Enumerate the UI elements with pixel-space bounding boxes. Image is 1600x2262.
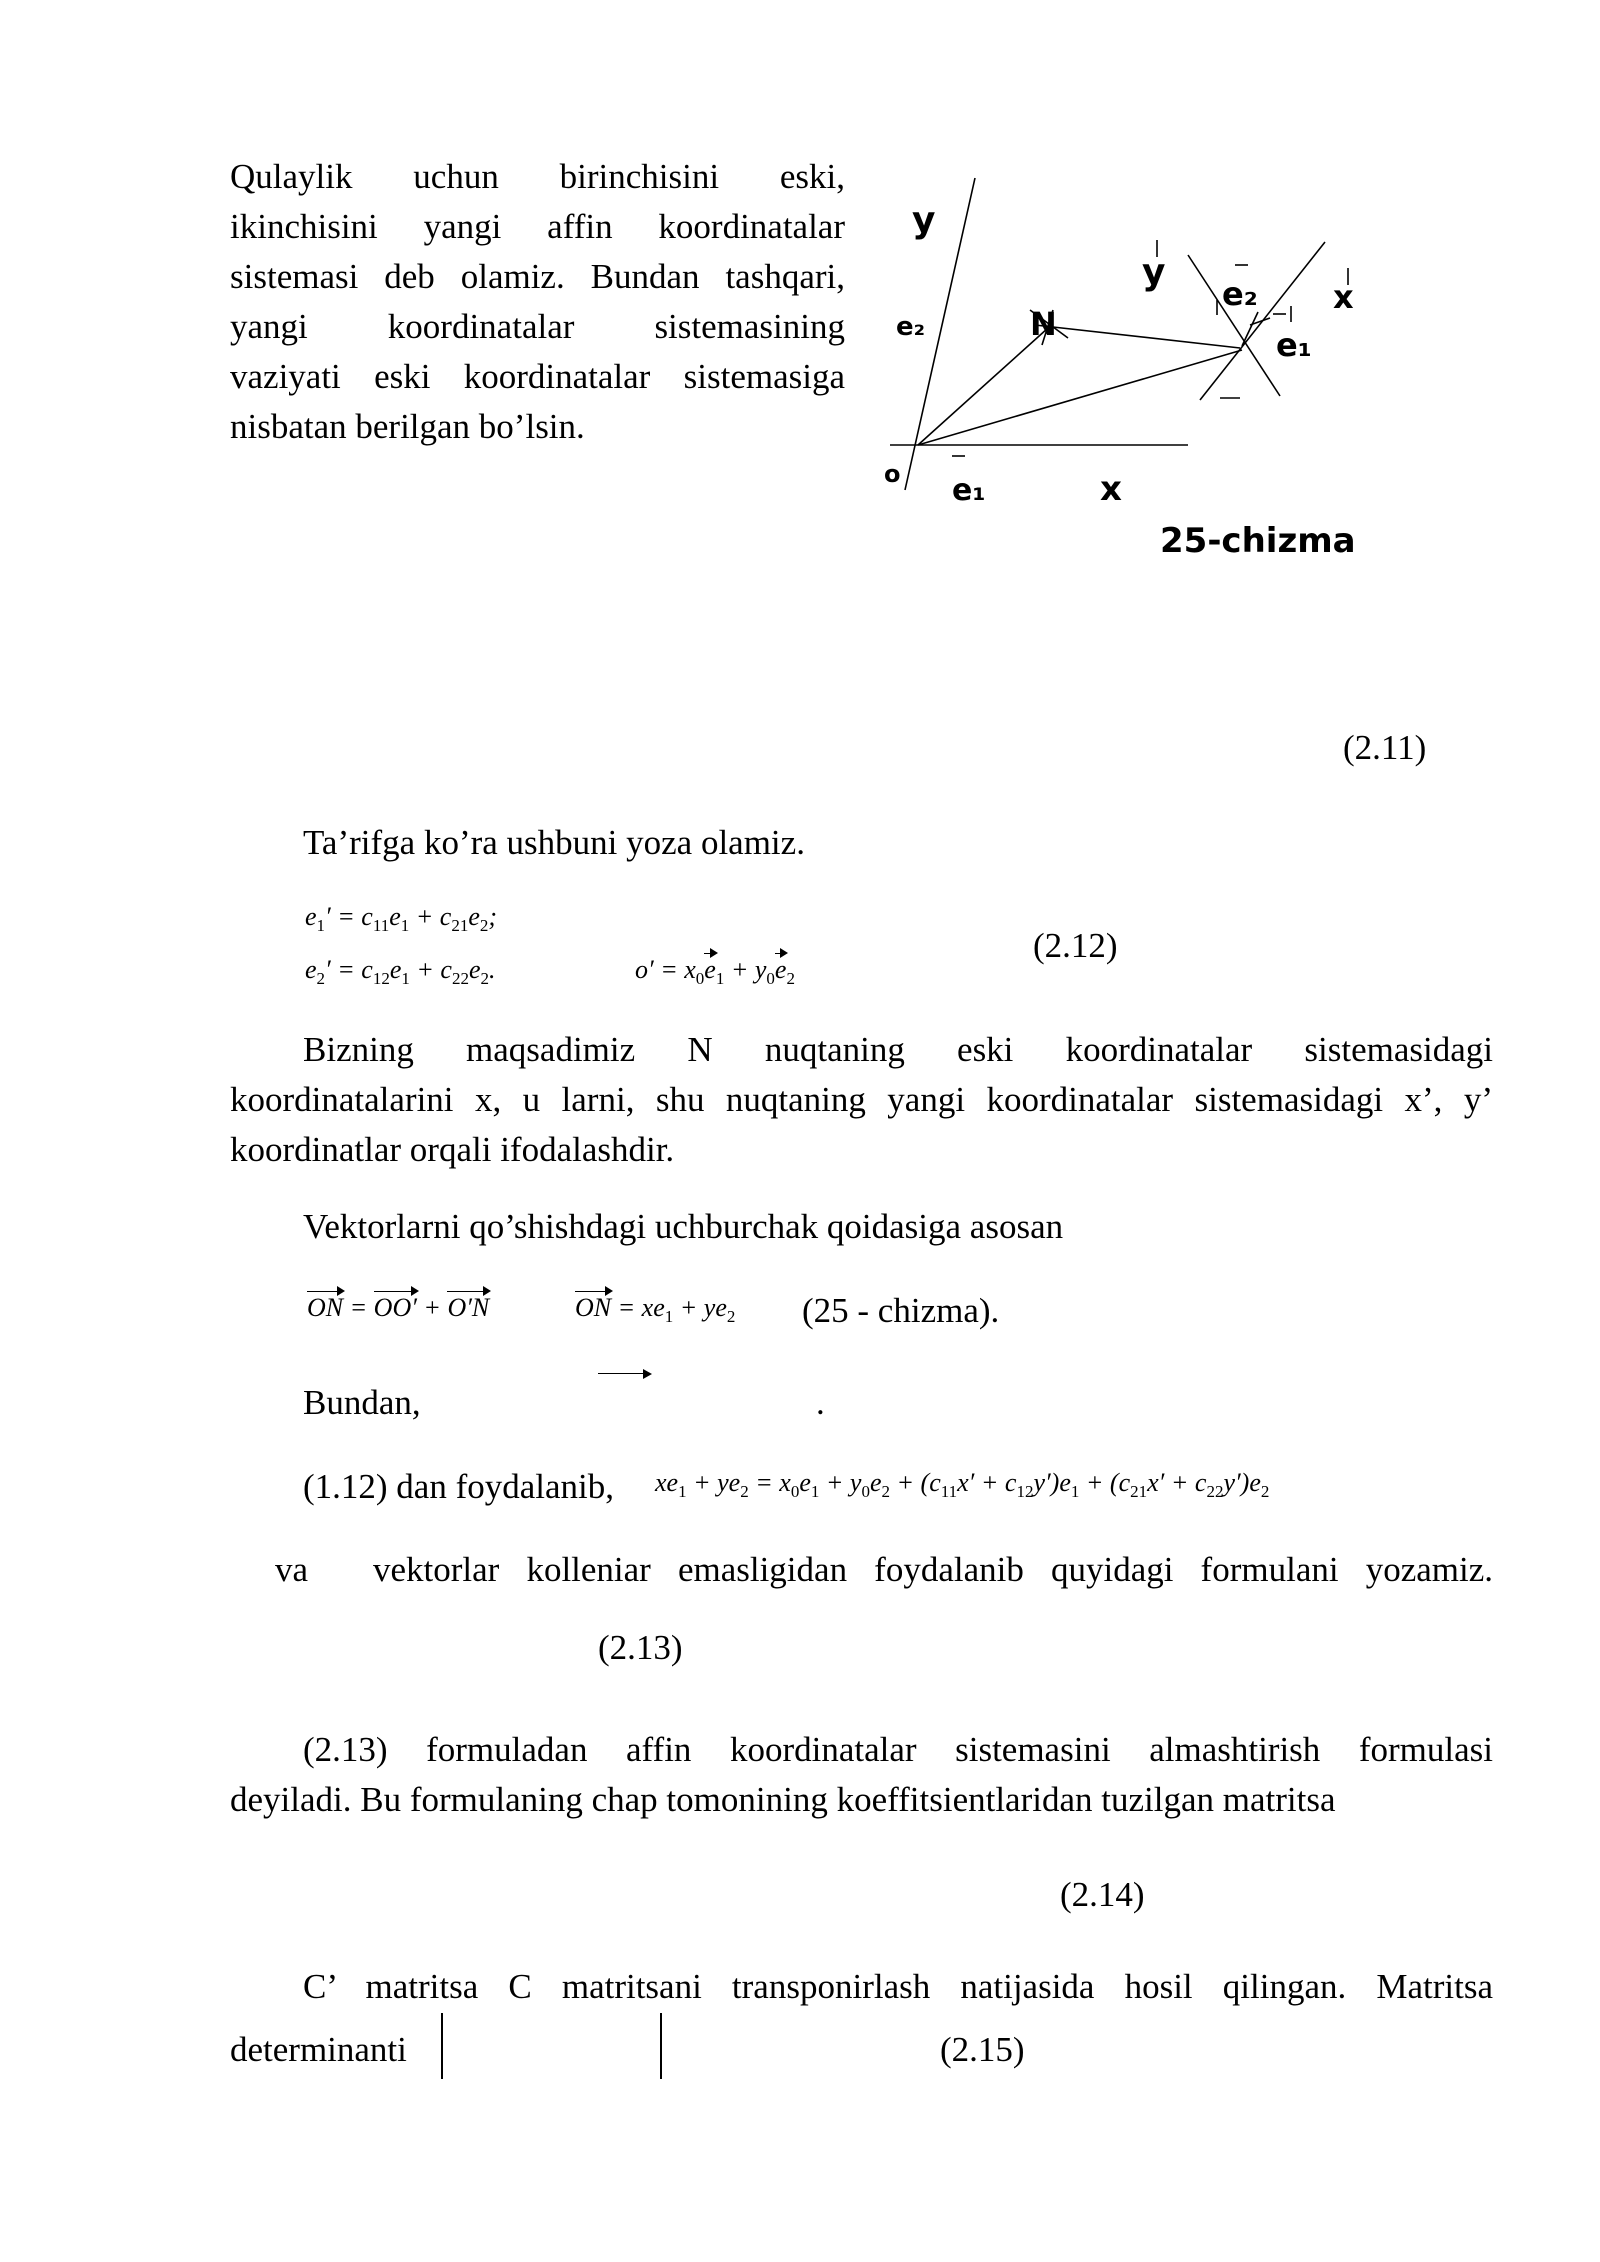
formula-basis-1: $e_1' = c_{11}e_1 + c_{21}e_2$; xyxy=(305,902,498,936)
label-o: o xyxy=(884,460,901,488)
label-e2-prime: e₂ xyxy=(1222,275,1258,313)
formula-para-line-1: (2.13) formuladan affin koordinatalar sistemasini almashtirish formulasi xyxy=(303,1730,1493,1769)
figure-25 xyxy=(870,160,1390,580)
equation-number-2-14: (2.14) xyxy=(1060,1875,1145,1914)
maqsad-line-3: koordinatlar orqali ifodalashdir. xyxy=(230,1130,675,1169)
formula-para-line-2: deyiladi. Bu formulaning chap tomonining koeffitsientlaridan tuzilgan matritsa xyxy=(230,1780,1336,1819)
intro-line-6: nisbatan berilgan bo’lsin. xyxy=(230,407,585,446)
transpose-line-1: C’ matritsa C matritsani transponirlash natijasida hosil qilingan. Matritsa xyxy=(303,1967,1493,2006)
intro-line-2: ikinchisini yangi affin koordinatalar xyxy=(230,207,845,246)
figure-caption: 25-chizma xyxy=(1160,521,1356,561)
transpose-line-2: determinanti xyxy=(230,2030,407,2069)
chizma-reference: (25 - chizma). xyxy=(802,1291,1000,1330)
label-e1-prime: e₁ xyxy=(1276,326,1312,364)
label-x-prime: x xyxy=(1333,278,1354,316)
equation-number-2-11: (2.11) xyxy=(1343,728,1427,767)
intro-line-1: Qulaylik uchun birinchisini eski, xyxy=(230,157,845,196)
formula-vector-on: ON = $xe_1 + ye_2$ xyxy=(575,1293,736,1327)
va-line-text: vektorlar kolleniar emasligidan foydalanib quyidagi formulani yozamiz. xyxy=(373,1550,1493,1589)
vektor-line: Vektorlarni qo’shishdagi uchburchak qoidasiga asosan xyxy=(303,1207,1064,1246)
label-e2: e₂ xyxy=(896,312,926,342)
equation-number-2-13: (2.13) xyxy=(598,1628,683,1667)
maqsad-paragraph xyxy=(230,1025,1493,1175)
bundan-text: Bundan, xyxy=(303,1383,421,1422)
tarif-line: Ta’rifga ko’ra ushbuni yoza olamiz. xyxy=(303,823,805,862)
intro-line-3: sistemasi deb olamiz. Bundan tashqari, xyxy=(230,257,845,296)
determinant-left-bar xyxy=(441,2013,443,2079)
formula-basis-2: $e_2' = c_{12}e_1 + c_{22}e_2$. xyxy=(305,955,496,989)
intro-paragraph xyxy=(230,152,845,452)
label-n: N xyxy=(1030,305,1057,343)
equation-number-2-12: (2.12) xyxy=(1033,926,1118,965)
label-y-prime: y xyxy=(1142,252,1166,293)
maqsad-line-1: Bizning maqsadimiz N nuqtaning eski koordinatalar sistemasidagi xyxy=(303,1030,1493,1069)
label-x: x xyxy=(1100,469,1122,509)
equation-number-2-15: (2.15) xyxy=(940,2030,1025,2069)
vector-oo xyxy=(918,350,1242,445)
bundan-arrow-head xyxy=(643,1369,652,1379)
formula-expansion: $xe_1 + ye_2 = x_0e_1 + y_0e_2 + (c_{11}x' + c_{12}y')e_1 + (c_{21}x' + c_{22}y')e_2$ xyxy=(655,1468,1270,1502)
label-e1: e₁ xyxy=(952,473,986,508)
foyda-prefix: (1.12) dan foydalanib, xyxy=(303,1467,615,1506)
bundan-dot: . xyxy=(816,1383,825,1422)
determinant-right-bar xyxy=(660,2013,662,2079)
label-y: y xyxy=(912,200,936,241)
intro-line-5: vaziyati eski koordinatalar sistemasiga xyxy=(230,357,845,396)
formula-vector-sum: ON = OO′ + O′N xyxy=(307,1293,490,1322)
maqsad-line-2: koordinatalarini x, u larni, shu nuqtaning yangi koordinatalar sistemasidagi x’, y’ xyxy=(230,1080,1493,1119)
va-word: va xyxy=(275,1550,309,1589)
intro-line-4: yangi koordinatalar sistemasining xyxy=(230,307,845,346)
formula-paragraph xyxy=(230,1725,1493,1825)
formula-origin: $o' = x_0e_1 + y_0e_2$ xyxy=(635,955,795,989)
